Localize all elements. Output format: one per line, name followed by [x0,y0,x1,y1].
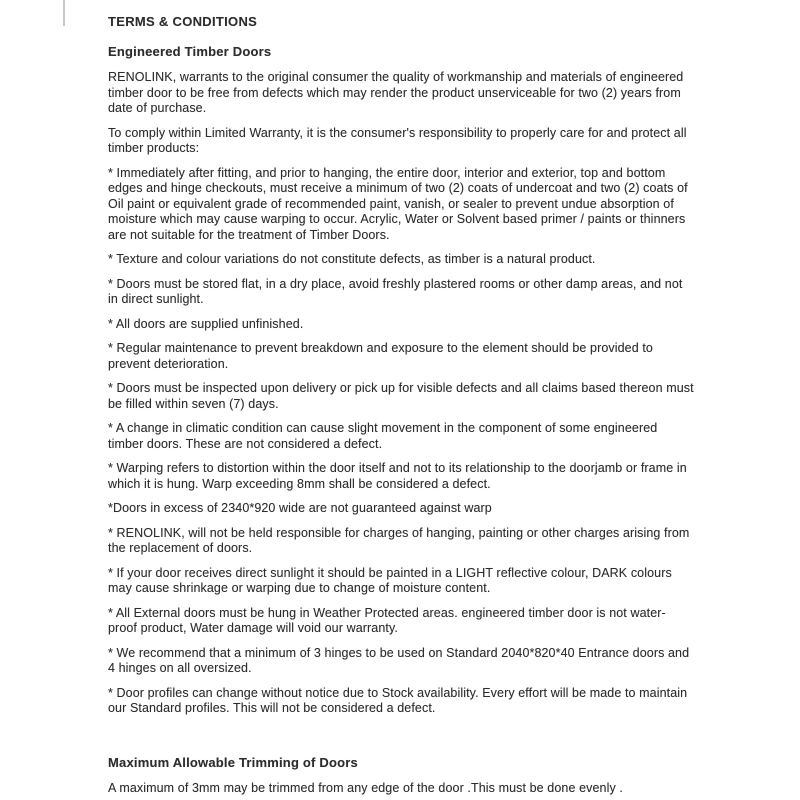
warranty-paragraph: RENOLINK, warrants to the original consumer the quality of workmanship and materials of engineered timber door to be free from defects which may render the product unserviceable for two (2) years from date of purchase. [108,70,684,115]
section-heading-engineered-timber-doors: Engineered Timber Doors [108,43,272,59]
bullet-item-unfinished: * All doors are supplied unfinished. [108,316,304,331]
bullet-item-replacement-charges: * RENOLINK, will not be held responsible for charges of hanging, painting or other charges arising from the replacement of doors. [108,525,690,555]
document-content [108,8,694,800]
scan-edge-artifact [63,0,65,26]
bullet-item-hinges: * We recommend that a minimum of 3 hinges to be used on Standard 2040*820*40 Entrance doors and 4 hinges on all oversized. [108,645,690,675]
bullet-item-warping-definition: * Warping refers to distortion within the door itself and not to its relationship to the doorjamb or frame in which it is hung. Warp exceeding 8mm shall be considered a defect. [108,461,687,491]
bullet-item-maintenance: * Regular maintenance to prevent breakdown and exposure to the element should be provided to prevent deterioration. [108,341,653,371]
bullet-item-texture-variation: * Texture and colour variations do not constitute defects, as timber is a natural product. [108,252,596,266]
bullet-item-painting: * Immediately after fitting, and prior to hanging, the entire door, interior and exterior, top and bottom edges and hinge checkouts, must receive a minimum of two (2) coats of undercoat and two (2) coats of Oil paint or equivalent grade of recommended paint, vanish, or sealer to prevent undue absorption of moisture which may cause warping to occur. Acrylic, Water or Solvent based primer / paints or thinners are not suitable for the treatment of Timber Doors. [108,165,688,242]
bullet-item-door-profiles: * Door profiles can change without notice due to Stock availability. Every effort will be made to maintain our Standard profiles. This will not be considered a defect. [108,685,688,715]
section-heading-maximum-allowable-trimming: Maximum Allowable Trimming of Doors [108,754,358,770]
trimming-paragraph: A maximum of 3mm may be trimmed from any edge of the door .This must be done evenly . [108,781,623,795]
bullet-item-oversize-warp: *Doors in excess of 2340*920 wide are not guaranteed against warp [108,501,492,515]
bullet-item-inspection: * Doors must be inspected upon delivery or pick up for visible defects and all claims based thereon must be filled within seven (7) days. [108,381,694,411]
bullet-item-sunlight-colour: * If your door receives direct sunlight it should be painted in a LIGHT reflective colour, DARK colours may cause shrinkage or warping due to change of moisture content. [108,565,672,595]
bullet-item-climatic-movement: * A change in climatic condition can cause slight movement in the component of some engineered timber doors. These are not considered a defect. [108,421,658,451]
care-intro-paragraph: To comply within Limited Warranty, it is the consumer's responsibility to properly care for and protect all timber products: [108,125,687,155]
document-title: TERMS & CONDITIONS [108,14,258,29]
bullet-item-storage: * Doors must be stored flat, in a dry place, avoid freshly plastered rooms or other damp areas, and not in direct sunlight. [108,276,683,306]
bullet-item-weather-protection: * All External doors must be hung in Weather Protected areas. engineered timber door is not water-proof product, Water damage will void our warranty. [108,605,666,635]
